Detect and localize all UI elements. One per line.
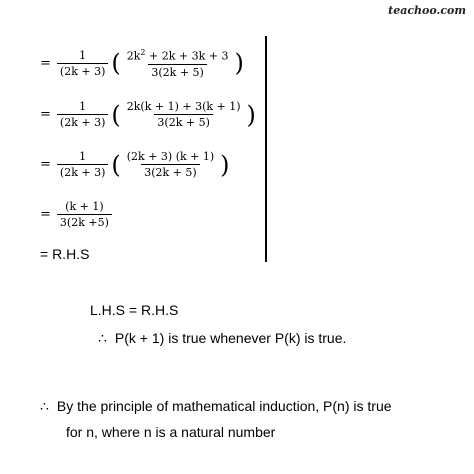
lhs-equals-rhs: L.H.S = R.H.S xyxy=(90,302,179,318)
term-2k: 2k xyxy=(126,49,141,63)
p-true-statement-line xyxy=(98,330,346,347)
rhs-result: = R.H.S xyxy=(40,246,90,262)
numerator: (k + 1) xyxy=(65,200,104,213)
therefore-symbol: ∴ xyxy=(40,398,49,414)
inner-numerator xyxy=(124,48,232,64)
inner-fraction xyxy=(124,100,244,129)
left-paren: ( xyxy=(111,49,121,78)
right-paren: ) xyxy=(220,150,230,179)
inner-denominator: 3(2k + 5) xyxy=(154,114,212,129)
inner-fraction xyxy=(124,48,232,79)
inner-numerator: (2k + 3) (k + 1) xyxy=(126,150,215,163)
outer-fraction xyxy=(57,100,108,129)
left-paren: ( xyxy=(111,150,121,179)
outer-denominator: (2k + 3) xyxy=(57,164,108,179)
left-paren: ( xyxy=(111,100,121,129)
right-paren: ) xyxy=(246,100,256,129)
conclusion-text-1: By the principle of mathematical induction, P(n) is true xyxy=(56,398,392,414)
inner-fraction xyxy=(124,150,217,179)
equals-sign: = xyxy=(40,157,51,172)
teachoo-watermark: teachoo.com xyxy=(388,4,466,17)
equals-sign: = xyxy=(40,55,51,71)
outer-fraction xyxy=(57,150,108,179)
p-true-statement: P(k + 1) is true whenever P(k) is true. xyxy=(114,330,347,346)
vertical-divider xyxy=(265,36,267,262)
outer-denominator: (2k + 3) xyxy=(57,114,108,129)
equals-sign: = xyxy=(40,107,51,122)
step-2 xyxy=(40,100,257,129)
outer-numerator: 1 xyxy=(79,100,87,113)
inner-denominator: 3(2k + 5) xyxy=(148,64,206,79)
therefore-symbol: ∴ xyxy=(98,330,107,346)
outer-denominator: (2k + 3) xyxy=(57,63,108,78)
outer-numerator: 1 xyxy=(79,150,87,163)
inner-denominator: 3(2k + 5) xyxy=(141,164,199,179)
step-3 xyxy=(40,150,231,179)
inner-numerator: 2k(k + 1) + 3(k + 1) xyxy=(126,100,241,113)
term-rest: + 2k + 3k + 3 xyxy=(145,49,229,63)
right-paren: ) xyxy=(234,49,244,78)
step-4 xyxy=(40,200,114,229)
conclusion-line-1 xyxy=(40,398,392,415)
step-1 xyxy=(40,48,245,79)
outer-fraction xyxy=(57,49,108,78)
fraction xyxy=(57,200,112,229)
conclusion-line-2: for n, where n is a natural number xyxy=(66,424,276,440)
exponent: 2 xyxy=(140,48,146,57)
denominator: 3(2k +5) xyxy=(57,214,112,229)
outer-numerator: 1 xyxy=(79,48,87,62)
equals-sign: = xyxy=(40,207,51,222)
